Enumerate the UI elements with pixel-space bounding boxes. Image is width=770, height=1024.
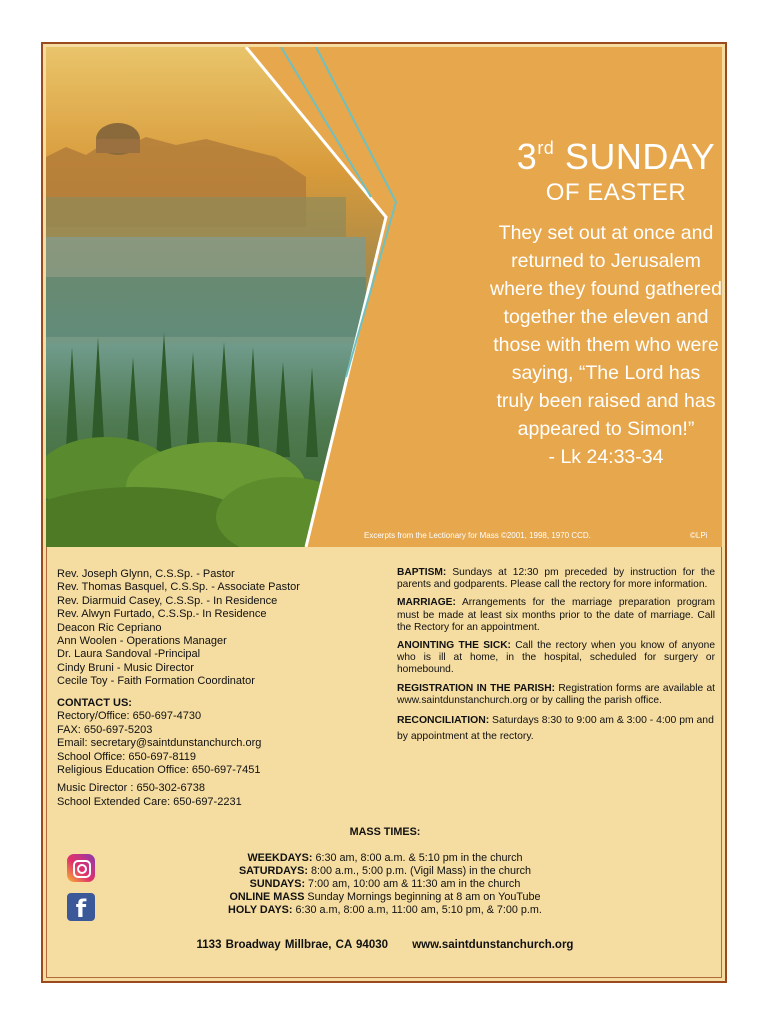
quote-reference: - Lk 24:33-34 [548, 446, 664, 468]
staff-item: Cecile Toy - Faith Formation Coordinator [57, 675, 255, 688]
contact-line: Rectory/Office: 650-697-4730 [57, 710, 202, 723]
mass-row-label: SUNDAYS: [249, 878, 306, 890]
anointing-info [397, 640, 715, 677]
baptism-label: BAPTISM: [397, 567, 447, 578]
staff-item: Rev. Alwyn Furtado, C.S.Sp.- In Residence [57, 608, 267, 621]
mass-row-text: 6:30 am, 8:00 a.m. & 5:10 pm in the church [312, 852, 523, 864]
quote-line: together the eleven and [503, 306, 709, 328]
mass-row [150, 878, 620, 891]
marriage-label: MARRIAGE: [397, 597, 456, 609]
mass-row [150, 852, 620, 865]
anointing-text: Call the rectory when you know of anyone who is ill at home, in the hospital, scheduled for surgery or homebound. [397, 640, 715, 676]
contact-line: School Extended Care: 650-697-2231 [57, 795, 242, 808]
mass-row [150, 865, 620, 878]
staff-item: Deacon Ric Cepriano [57, 621, 162, 634]
quote-line: those with them who were [493, 334, 719, 356]
quote-line: where they found gathered [489, 278, 722, 300]
mass-row-text: 8:00 a.m., 5:00 p.m. (Vigil Mass) in the church [307, 865, 532, 877]
church-website[interactable]: www.saintdunstanchurch.org [412, 939, 574, 951]
sacraments-info [397, 567, 715, 751]
staff-item: Dr. Laura Sandoval -Principal [57, 648, 201, 661]
mass-times-heading: MASS TIMES: [349, 826, 421, 838]
contact-heading: CONTACT US: [57, 697, 132, 709]
contact-line: Music Director : 650-302-6738 [57, 782, 205, 794]
reconciliation-label: RECONCILIATION: [397, 715, 490, 727]
staff-item: Ann Woolen - Operations Manager [57, 635, 227, 648]
staff-item: Rev. Thomas Basquel, C.S.Sp. - Associate Pastor [57, 581, 300, 594]
quote-line: They set out at once and [498, 222, 714, 244]
mass-row-label: SATURDAYS: [238, 865, 308, 877]
banner-title [486, 137, 722, 207]
registration-text: Registration forms are available at www.saintdunstanchurch.org or by calling the parish office. [397, 682, 715, 706]
staff-item: Rev. Joseph Glynn, C.S.Sp. - Pastor [57, 568, 235, 580]
staff-list [57, 568, 300, 689]
lpi-credit: ©LPi [690, 531, 708, 540]
quote-line: truly been raised and has [496, 390, 716, 412]
mass-row [150, 891, 620, 904]
registration-info [397, 683, 715, 707]
title-suffix: rd [537, 138, 555, 158]
quote-line: saying, “The Lord has [511, 362, 701, 384]
marriage-info [397, 597, 715, 634]
title-word: SUNDAY [564, 136, 716, 177]
contact-line: School Office: 650-697-8119 [57, 750, 197, 763]
contact-line: FAX: 650-697-5203 [57, 723, 153, 736]
instagram-icon[interactable] [67, 854, 95, 882]
mass-times [150, 826, 620, 917]
lectionary-credit: Excerpts from the Lectionary for Mass ©2001, 1998, 1970 CCD. [364, 531, 591, 540]
instagram-lens [77, 864, 87, 874]
registration-label: REGISTRATION IN THE PARISH: [397, 682, 555, 694]
mass-row-label: HOLY DAYS: [228, 904, 293, 916]
mass-row [150, 904, 620, 917]
title-ordinal: 3 [516, 136, 538, 177]
mass-row-text: 7:00 am, 10:00 am & 11:30 am in the church [305, 878, 521, 890]
mass-row-label: WEEKDAYS: [247, 852, 313, 864]
anointing-label: ANOINTING THE SICK: [397, 640, 511, 652]
extra-contacts [57, 782, 242, 809]
reconciliation-text: Saturdays 8:30 to 9:00 am & 3:00 - 4:00 pm and by appointment at the rectory. [397, 715, 714, 743]
mass-row-text: 6:30 a.m, 8:00 a.m, 11:00 am, 5:10 pm, & 7:00 p.m. [292, 904, 542, 916]
contact-email[interactable]: Email: secretary@saintdunstanchurch.org [57, 737, 262, 750]
church-address: 1133 Broadway Millbrae, CA 94030 [196, 939, 389, 951]
mass-row-label: ONLINE MASS [229, 891, 305, 903]
facebook-icon[interactable]: f [67, 893, 95, 921]
quote-line: appeared to Simon!” [517, 418, 695, 440]
mass-row-text: Sunday Mornings beginning at 8 am on YouTube [304, 891, 541, 903]
marriage-text: Arrangements for the marriage preparation program must be made at least six months prior to the date of marriage. Call the Rectory for an appointment. [397, 597, 715, 633]
footer [150, 939, 620, 951]
baptism-info [397, 567, 715, 591]
contact-line: Religious Education Office: 650-697-7451 [57, 764, 261, 777]
reconciliation-info [397, 713, 715, 745]
easter-banner [46, 47, 722, 547]
staff-item: Rev. Diarmuid Casey, C.S.Sp. - In Residence [57, 594, 278, 607]
staff-item: Cindy Bruni - Music Director [57, 661, 194, 674]
banner-subtitle: OF EASTER [545, 179, 687, 206]
baptism-text: Sundays at 12:30 pm preceded by instruction for the parents and godparents. Please call the rectory for more information. [397, 567, 715, 591]
contact-section [57, 697, 261, 777]
quote-line: returned to Jerusalem [511, 250, 701, 272]
scripture-quote [451, 219, 722, 471]
